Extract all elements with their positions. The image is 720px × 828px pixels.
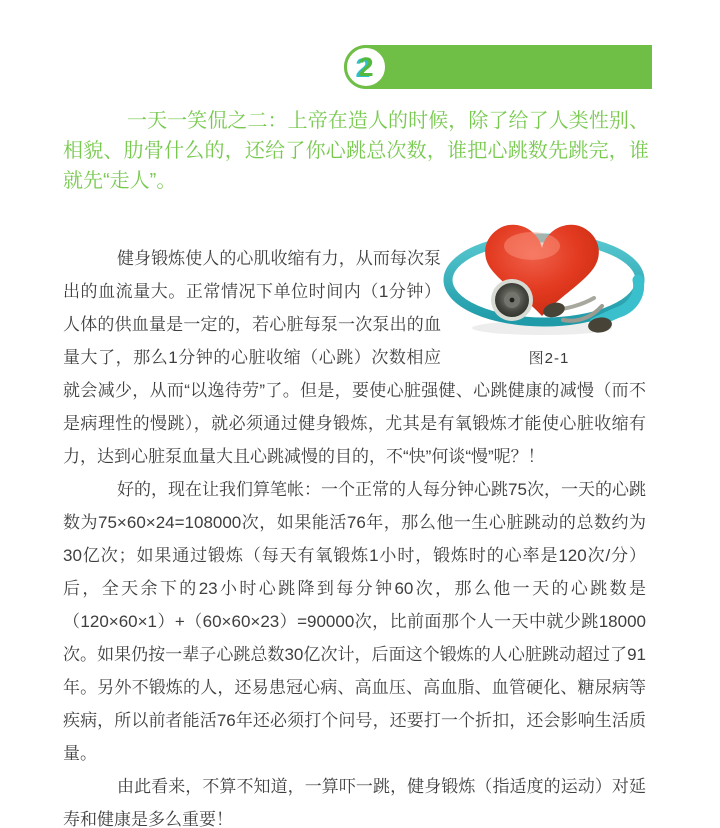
figure-caption: 图2-1	[528, 350, 570, 367]
paragraph-heartbeat-math: 好的，现在让我们算笔帐：一个正常的人每分钟心跳75次，一天的心跳数为75×60×24=108000次，如果能活76年，那么他一生心脏跳动的总数约为30亿次；如果通过锻炼（每天有氧锻炼1小时，锻炼时的心率是120次/分）后，全天余下的23小时心跳降到每分钟60次，那么他一天的心跳数是（120×60×1）+（60×60×23）=90000次，比前面那个人一天中就少跳18000次。如果仍按一辈子心跳总数30亿次计，后面这个锻炼的人心脏跳动超过了91年。另外不锻炼的人，还易患冠心病、高血压、高血脂、血管硬化、糖尿病等疾病，所以前者能活76年还必须打个问号，还要打一个折扣，还会影响生活质量。	[63, 480, 646, 763]
chapter-number-badge: 2	[344, 45, 388, 89]
paragraph-conclusion: 由此看来，不算不知道，一算吓一跳，健身锻炼（指适度的运动）对延寿和健康是多么重要！	[63, 777, 646, 828]
figure-float-spacer	[441, 242, 646, 357]
intro-joke-paragraph: 一天一笑侃之二：上帝在造人的时候，除了给了人类性别、相貌、肋骨什么的，还给了你心跳总次数，谁把心跳数先跳完，谁就先“走人”。	[63, 110, 649, 192]
body-text	[63, 242, 646, 828]
paragraph-heart-pump: 健身锻炼使人的心肌收缩有力，从而每次泵出的血流量大。正常情况下单位时间内（1分钟）人体的供血量是一定的，若心脏每泵一次泵出的血量大了，那么1分钟的心脏收缩（心跳）次数相应就会减少，从而“以逸待劳”了。但是，要使心脏强健、心跳健康的减慢（而不是病理性的慢跳），就必须通过健身锻炼，尤其是有氧锻炼才能使心脏收缩有力，达到心脏泵血量大且心跳减慢的目的，不“快”何谈“慢”呢？！	[63, 249, 646, 466]
chapter-header-bar	[344, 45, 652, 89]
